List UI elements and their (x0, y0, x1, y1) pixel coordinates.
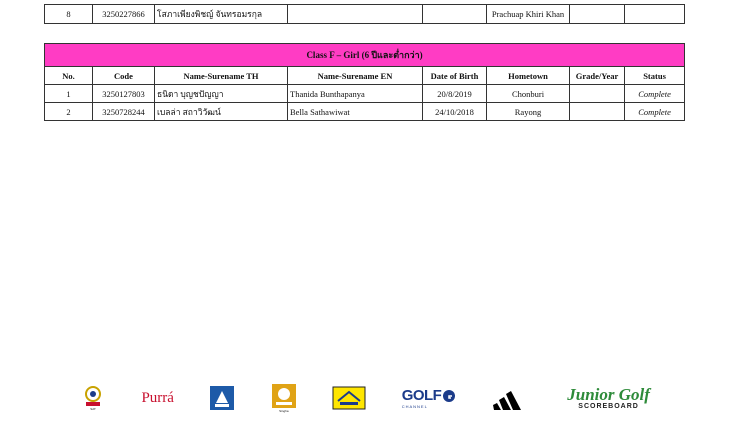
cell-name-th: ธนิดา บุญชปัญญา (155, 85, 288, 103)
cell-dob (423, 5, 487, 24)
scoreboard-wordmark: SCOREBOARD (578, 402, 639, 410)
singha-logo (271, 383, 297, 413)
golf-channel-wordmark: GOLF (401, 387, 442, 404)
junior-golf-scoreboard-logo (567, 386, 650, 411)
adidas-logo (492, 384, 532, 412)
table-row (45, 85, 685, 103)
sat-logo (80, 385, 106, 411)
header-grade: Grade/Year (570, 67, 625, 85)
cell-grade (570, 85, 625, 103)
table-row (45, 5, 685, 24)
cell-name-en (288, 5, 423, 24)
blue-badge-logo (209, 385, 235, 411)
table-row (45, 103, 685, 121)
cell-code: 3250227866 (93, 5, 155, 24)
cell-code: 3250127803 (93, 85, 155, 103)
purra-logo: Purrá (141, 389, 174, 406)
golf-channel-subtitle: CHANNEL (401, 404, 428, 409)
singha-label: Singha (279, 409, 289, 413)
table-header-row (45, 67, 685, 85)
sat-label: SAT (90, 407, 96, 411)
yellow-emblem-logo (332, 386, 366, 410)
class-f-table (44, 43, 685, 121)
cell-name-en: Thanida Bunthapanya (288, 85, 423, 103)
sponsor-logo-strip (80, 380, 650, 416)
blue-badge-icon (209, 385, 235, 411)
cell-name-en: Bella Sathawiwat (288, 103, 423, 121)
header-dob: Date of Birth (423, 67, 487, 85)
header-name-th: Name-Surename TH (155, 67, 288, 85)
header-name-en: Name-Surename EN (288, 67, 423, 85)
cell-hometown: Chonburi (487, 85, 570, 103)
cell-dob: 24/10/2018 (423, 103, 487, 121)
cell-hometown: Rayong (487, 103, 570, 121)
cell-grade (570, 5, 625, 24)
cell-status (625, 5, 685, 24)
header-hometown: Hometown (487, 67, 570, 85)
junior-golf-wordmark: Junior Golf (567, 384, 650, 404)
sat-emblem-icon (82, 385, 104, 407)
cell-code: 3250728244 (93, 103, 155, 121)
header-status: Status (625, 67, 685, 85)
class-title-banner: Class F – Girl (6 ปีและต่ำกว่า) (45, 44, 685, 67)
cell-name-th: โสภาเพียงพิชญ์ จันทรอมรกุล (155, 5, 288, 24)
cell-no: 8 (45, 5, 93, 24)
header-code: Code (93, 67, 155, 85)
cell-name-th: เบลล่า สถาวิวัฒน์ (155, 103, 288, 121)
cell-dob: 20/8/2019 (423, 85, 487, 103)
cell-status: Complete (625, 103, 685, 121)
adidas-stripes-icon (492, 384, 532, 412)
previous-class-table (44, 4, 685, 24)
singha-lion-icon (271, 383, 297, 409)
golf-channel-logo (402, 387, 457, 409)
cell-grade (570, 103, 625, 121)
cell-no: 2 (45, 103, 93, 121)
golf-channel-g-icon (442, 389, 456, 403)
cell-no: 1 (45, 85, 93, 103)
yellow-emblem-icon (332, 386, 366, 410)
cell-status: Complete (625, 85, 685, 103)
header-no: No. (45, 67, 93, 85)
cell-hometown: Prachuap Khiri Khan (487, 5, 570, 24)
